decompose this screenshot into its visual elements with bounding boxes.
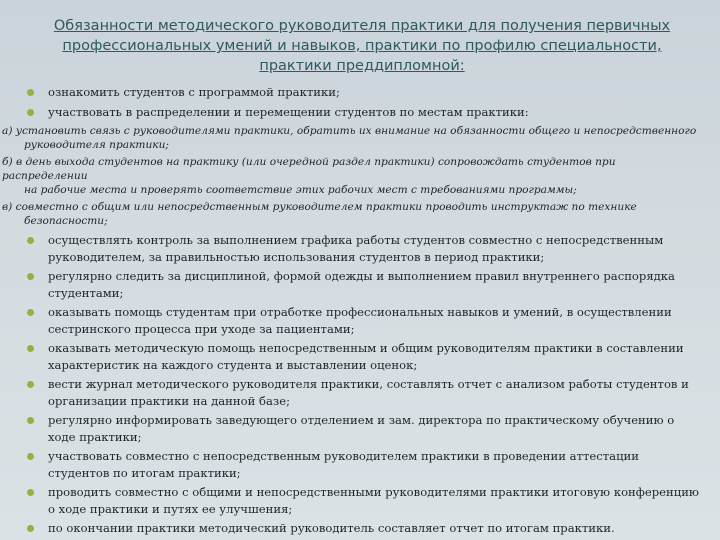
list-item (24, 484, 700, 518)
bullet-icon (27, 489, 34, 496)
sub-item-line: а) установить связь с руководителями практики, обратить их внимание на обязанности общего и непосредственного (2, 125, 697, 137)
list-item (24, 232, 700, 266)
list-item-text: оказывать методическую помощь непосредственным и общим руководителям практики в составлении характеристик на каждого студента и выставлении оценок; (48, 341, 684, 372)
sub-item (2, 200, 700, 228)
list-item-text: по окончании практики методический руководитель составляет отчет по итогам практики. (48, 521, 615, 535)
list-item (24, 340, 700, 374)
title-line-1: Обязанности методического руководителя практики для получения первичных (53, 18, 671, 34)
list-item (24, 520, 700, 537)
list-item-text: регулярно следить за дисциплиной, формой одежды и выполнением правил внутреннего распорядка студентами; (48, 269, 675, 300)
bullet-icon (27, 381, 34, 388)
list-item (24, 448, 700, 482)
bullet-list-bottom (24, 232, 700, 537)
list-item-text: вести журнал методического руководителя практики, составлять отчет с анализом работы студентов и организации практики на данной базе; (48, 377, 689, 408)
bullet-icon (27, 237, 34, 244)
sub-item-continuation: на рабочие места и проверять соответствие этих рабочих мест с требованиями программы; (24, 184, 577, 196)
list-item (24, 304, 700, 338)
bullet-icon (27, 453, 34, 460)
sub-item (2, 155, 700, 197)
bullet-icon (27, 345, 34, 352)
list-item (24, 84, 700, 101)
sub-item-continuation: безопасности; (24, 215, 108, 227)
sub-item-line: б) в день выхода студентов на практику (или очередной раздел практики) сопровождать студентов при распределении (2, 156, 616, 182)
list-item-text: осуществлять контроль за выполнением графика работы студентов совместно с непосредственным руководителем, за правильностью использования студентов в период практики; (48, 233, 664, 264)
list-item (24, 412, 700, 446)
list-item (24, 104, 700, 121)
sub-item-continuation: руководителя практики; (24, 139, 169, 151)
bullet-list-top (24, 84, 700, 121)
bullet-icon (27, 417, 34, 424)
bullet-icon (27, 109, 34, 116)
title-line-2: профессиональных умений и навыков, практики по профилю специальности, (62, 38, 662, 54)
bullet-icon (27, 89, 34, 96)
list-item-text: оказывать помощь студентам при отработке профессиональных навыков и умений, в осуществлении сестринского процесса при уходе за пациентами; (48, 305, 672, 336)
sub-list (2, 124, 700, 228)
sub-item-line: в) совместно с общим или непосредственным руководителем практики проводить инструктаж по технике (2, 201, 637, 213)
slide-content (2, 84, 700, 539)
bullet-icon (27, 309, 34, 316)
list-item-text: проводить совместно с общими и непосредственными руководителями практики итоговую конференцию о ходе практики и путях ее улучшения; (48, 485, 700, 516)
list-item (24, 268, 700, 302)
list-item-text: участвовать совместно с непосредственным руководителем практики в проведении аттестации студентов по итогам практики; (48, 449, 639, 480)
sub-item (2, 124, 700, 152)
bullet-icon (27, 273, 34, 280)
bullet-icon (27, 525, 34, 532)
list-item-text: ознакомить студентов с программой практики; (48, 85, 340, 99)
list-item-text: участвовать в распределении и перемещении студентов по местам практики: (48, 105, 529, 119)
list-item (24, 376, 700, 410)
title-line-3: практики преддипломной: (259, 58, 465, 74)
slide-title (30, 16, 694, 76)
list-item-text: регулярно информировать заведующего отделением и зам. директора по практическому обучению о ходе практики; (48, 413, 675, 444)
